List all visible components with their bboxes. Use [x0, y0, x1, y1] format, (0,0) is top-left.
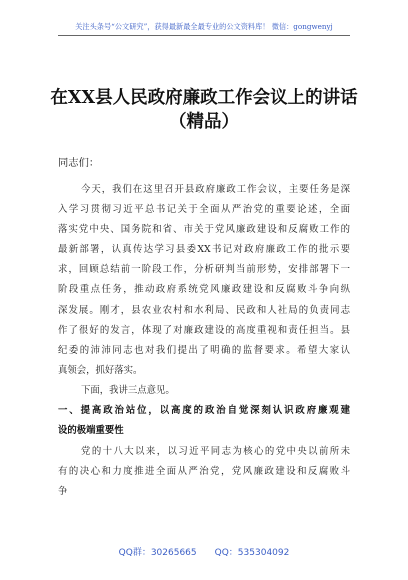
- body-line: 下面，我讲三点意见。: [81, 384, 175, 396]
- body-line: 党的十八大以来，以习近平同志为核心的党中央以前所未: [81, 445, 350, 457]
- header-banner: 关注头条号“公文研究”，获得最新最全最专业的公文资料库！ 微信：gongwenyj: [75, 22, 333, 31]
- document-title: [30, 86, 378, 134]
- title-line-1: 在XX县人民政府廉政工作会议上的讲话: [50, 88, 358, 108]
- section-heading: 设的极端重要性: [58, 425, 124, 437]
- body-line: 有的决心和力度推进全面从严治党，党风廉政建设和反腐败斗: [58, 465, 350, 477]
- body-line: 阶段重点任务，推动政府系统党风廉政建设和反腐败斗争向纵: [58, 284, 350, 296]
- body-line: 争: [58, 485, 68, 497]
- body-line: 作了很好的发言，体现了对廉政建设的高度重视和责任担当。县: [58, 324, 350, 336]
- body-line: 落实党中央、国务院和省、市关于党风廉政建设和反腐败工作的: [58, 224, 350, 236]
- body-line: 深发展。刚才，县农业农村和水利局、民政和人社局的负责同志: [58, 304, 350, 316]
- header-divider: [58, 35, 350, 36]
- section-heading: 一、提高政治站位，以高度的政治自觉深刻认识政府廉观建: [58, 405, 350, 417]
- document-body: [58, 180, 350, 502]
- body-line: 今天，我们在这里召开县政府廉政工作会议，主要任务是深: [81, 184, 350, 195]
- body-line: 求，回顾总结前一阶段工作，分析研判当前形势，安排部署下一: [58, 264, 350, 276]
- body-line: 纪委的沛沛同志也对我们提出了明确的监督要求。希望大家认: [58, 344, 350, 356]
- body-line: 真领会，抓好落实。: [58, 364, 143, 376]
- body-line: 入学习贯彻习近平总书记关于全面从严治党的重要论述，全面: [58, 204, 350, 216]
- qq-group: QQ群：30265665: [118, 548, 197, 558]
- qq-number: QQ：535304092: [214, 548, 290, 558]
- body-line: 最新部署，认真传达学习县委XX书记对政府廉政工作的批示要: [58, 244, 350, 256]
- title-line-2: （精品）: [169, 112, 239, 132]
- salutation: 同志们：: [58, 157, 100, 169]
- footer-contact: [0, 545, 408, 558]
